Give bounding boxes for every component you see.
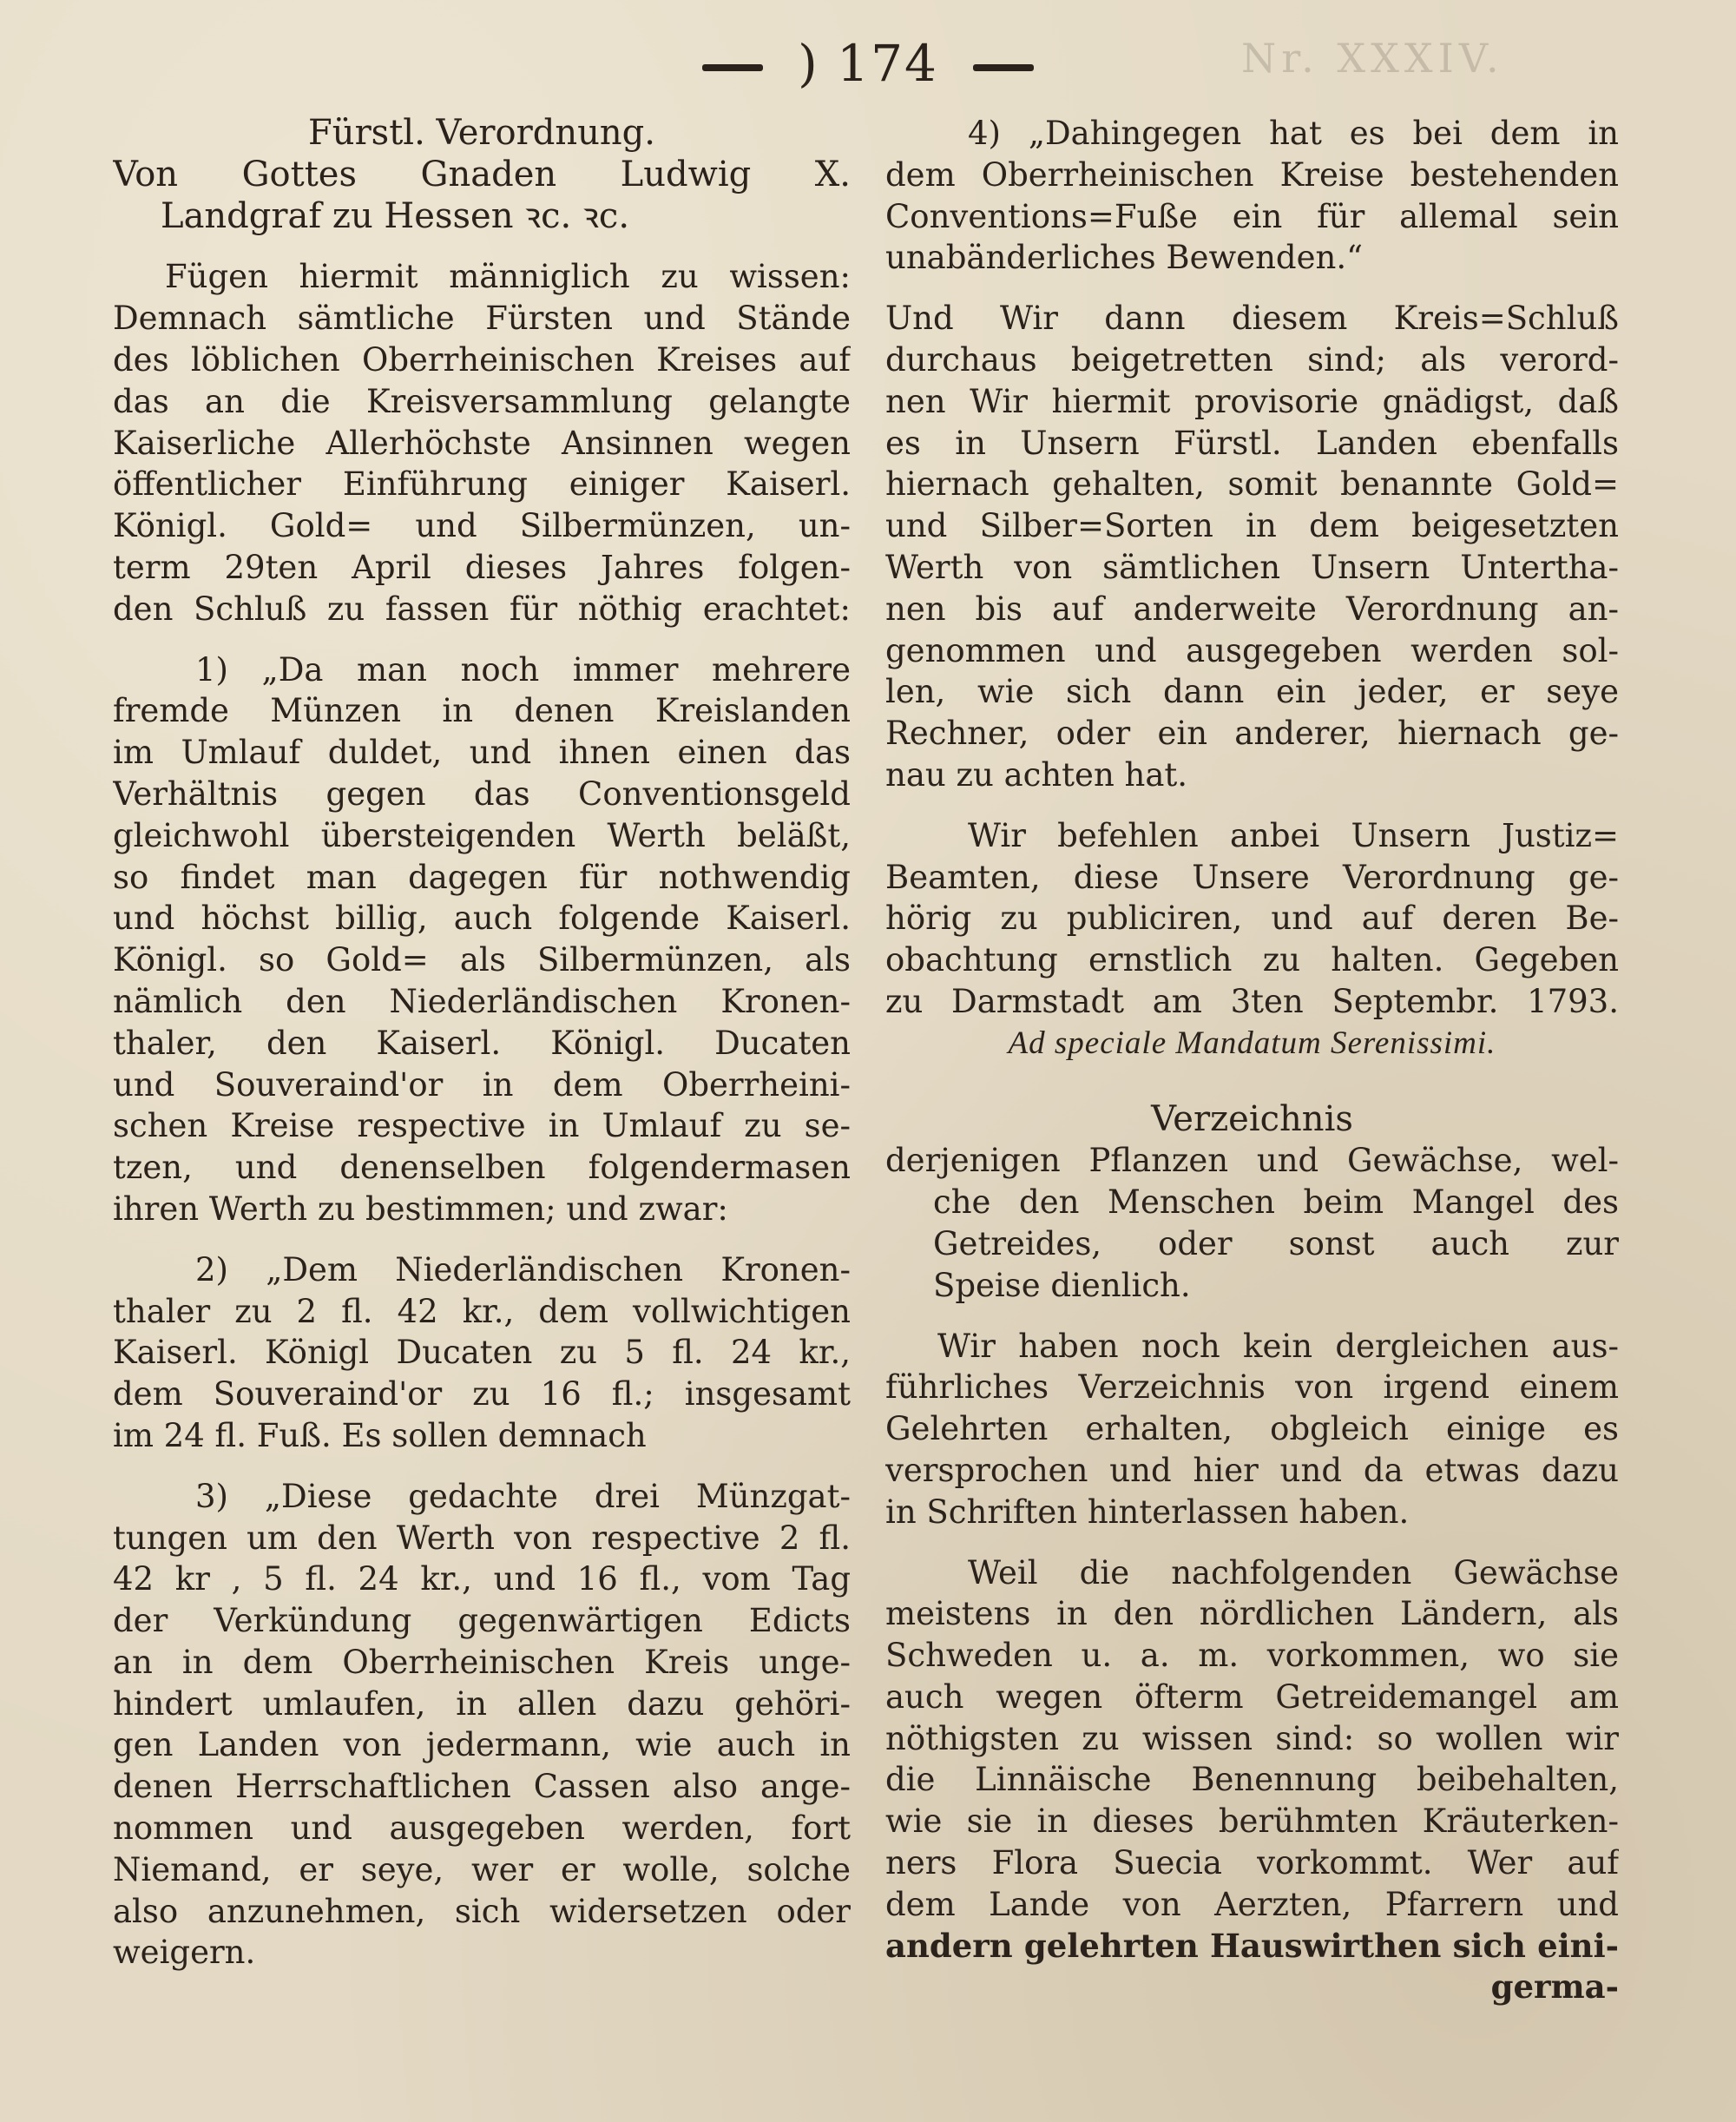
left-text-line: des löblichen Oberrheinischen Kreises auf xyxy=(113,340,851,379)
left-text-line: denen Herrschaftlichen Cassen also ange- xyxy=(113,1768,851,1806)
left-text-line: Niemand, er seye, wer er wolle, solche xyxy=(113,1850,851,1888)
right-text-line: Speise dienlich. xyxy=(933,1266,1191,1304)
right-text-line: Conventions=Fuße ein für allemal sein xyxy=(885,197,1619,235)
right-text-line: hiernach gehalten, somit benannte Gold= xyxy=(885,465,1619,504)
right-text-line: genommen und ausgegeben werden sol- xyxy=(885,631,1619,669)
right-text-line: Gelehrten erhalten, obgleich einige es xyxy=(885,1410,1619,1448)
right-text-line: nen bis auf anderweite Verordnung an- xyxy=(885,590,1619,628)
paragraph-gap xyxy=(885,1064,1619,1099)
left-text-line: Demnach sämtliche Fürsten und Stände xyxy=(113,300,851,338)
right-text-line: dem Oberrheinischen Kreise bestehenden xyxy=(885,155,1619,194)
left-text-line: Fügen hiermit männiglich zu wissen: xyxy=(165,258,851,296)
right-text-line: Beamten, diese Unsere Verordnung ge- xyxy=(885,858,1619,896)
right-text-line: wie sie in dieses berühmten Kräuterken- xyxy=(885,1802,1619,1841)
right-text-line: Werth von sämtlichen Unsern Untertha- xyxy=(885,548,1619,586)
paragraph-gap xyxy=(885,279,1619,298)
left-text-line: dem Souveraind'or zu 16 fl.; insgesamt xyxy=(113,1375,851,1414)
left-text-line: 1) „Da man noch immer mehrere xyxy=(195,650,851,689)
right-text-line: len, wie sich dann ein jeder, er seye xyxy=(885,673,1619,711)
right-text-line: meistens in den nördlichen Ländern, als xyxy=(885,1595,1619,1633)
left-text-line: tzen, und denenselben folgendermasen xyxy=(113,1149,851,1187)
right-text-line: nöthigsten zu wissen sind: so wollen wir xyxy=(885,1719,1619,1757)
right-text-line: andern gelehrten Hauswirthen sich eini- xyxy=(885,1926,1619,1965)
left-text-line: das an die Kreisversammlung gelangte xyxy=(113,382,851,420)
right-text-line: führliches Verzeichnis von irgend einem xyxy=(885,1368,1619,1407)
left-text-line: nämlich den Niederländischen Kronen- xyxy=(113,982,851,1020)
left-text-line: der Verkündung gegenwärtigen Edicts xyxy=(113,1602,851,1640)
right-text-line: zu Darmstadt am 3ten Septembr. 1793. xyxy=(885,982,1619,1020)
left-text-line: Landgraf zu Hessen ꝛc. ꝛc. xyxy=(161,195,630,236)
right-text-line: auch wegen öfterm Getreidemangel am xyxy=(885,1677,1619,1716)
right-text-line: nau zu achten hat. xyxy=(885,755,1188,794)
paragraph-gap xyxy=(113,1457,851,1476)
bleed-through-running-head: Nr. XXXIV. xyxy=(1241,35,1504,82)
right-text-line: germa- xyxy=(1490,1967,1619,2007)
right-text-line: versprochen und hier und da etwas dazu xyxy=(885,1451,1619,1489)
header-dash-left xyxy=(702,64,763,71)
paragraph-gap xyxy=(113,237,851,256)
right-text-line: Getreides, oder sonst auch zur xyxy=(933,1224,1619,1262)
left-text-line: und höchst billig, auch folgende Kaiserl. xyxy=(113,900,851,938)
right-text-line: 4) „Dahingegen hat es bei dem in xyxy=(968,115,1619,152)
left-text-line: 3) „Diese gedachte drei Münzgat- xyxy=(195,1477,851,1515)
left-text-line: tungen um den Werth von respective 2 fl. xyxy=(113,1519,851,1557)
left-text-line: Kaiserliche Allerhöchste Ansinnen wegen xyxy=(113,424,851,462)
paragraph-gap xyxy=(113,1230,851,1249)
right-text-line: Weil die nachfolgenden Gewächse xyxy=(968,1553,1619,1592)
page-number: 174 xyxy=(837,34,938,93)
left-text-line: schen Kreise respective in Umlauf zu se- xyxy=(113,1107,851,1145)
right-text-line: durchaus beigetretten sind; als verord- xyxy=(885,340,1619,379)
left-text-line: Königl. Gold= und Silbermünzen, un- xyxy=(113,507,851,545)
header-bracket: ) xyxy=(798,34,819,93)
left-text-line: thaler zu 2 fl. 42 kr., dem vollwichtigen xyxy=(113,1292,851,1330)
right-text-line: Wir befehlen anbei Unsern Justiz= xyxy=(968,816,1619,854)
left-text-line: gen Landen von jedermann, wie auch in xyxy=(113,1726,851,1764)
right-text-line: es in Unsern Fürstl. Landen ebenfalls xyxy=(885,424,1619,462)
left-text-line: Königl. so Gold= als Silbermünzen, als xyxy=(113,941,851,979)
right-text-line: die Linnäische Benennung beibehalten, xyxy=(885,1761,1619,1799)
left-text-line: thaler, den Kaiserl. Königl. Ducaten xyxy=(113,1024,851,1062)
right-text-line: che den Menschen beim Mangel des xyxy=(933,1183,1619,1222)
left-text-line: term 29ten April dieses Jahres folgen- xyxy=(113,548,851,586)
left-text-line: an in dem Oberrheinischen Kreis unge- xyxy=(113,1643,851,1681)
right-text-line: nen Wir hiermit provisorie gnädigst, daß xyxy=(885,382,1619,420)
left-text-line: Fürstl. Verordnung. xyxy=(308,113,655,153)
left-text-line: fremde Münzen in denen Kreislanden xyxy=(113,692,851,730)
left-text-line: Von Gottes Gnaden Ludwig X. xyxy=(113,154,851,194)
right-text-line: dem Lande von Aerzten, Pfarrern und xyxy=(885,1885,1619,1923)
paragraph-gap xyxy=(113,630,851,649)
left-text-line: hindert umlaufen, in allen dazu gehöri- xyxy=(113,1684,851,1723)
right-column xyxy=(885,113,1619,2008)
left-text-line: 2) „Dem Niederländischen Kronen- xyxy=(195,1250,851,1288)
right-text-line: Verzeichnis xyxy=(1151,1098,1353,1139)
right-text-line: Wir haben noch kein dergleichen aus- xyxy=(937,1327,1619,1365)
right-text-line: Rechner, oder ein anderer, hiernach ge- xyxy=(885,715,1619,753)
left-text-line: im 24 fl. Fuß. Es sollen demnach xyxy=(113,1416,647,1454)
paragraph-gap xyxy=(885,1307,1619,1326)
right-text-line: hörig zu publiciren, und auf deren Be- xyxy=(885,900,1619,938)
right-text-line: Ad speciale Mandatum Serenissimi. xyxy=(1008,1025,1496,1061)
left-text-line: weigern. xyxy=(113,1934,256,1972)
left-text-line: nommen und ausgegeben werden, fort xyxy=(113,1809,851,1848)
left-text-line: gleichwohl übersteigenden Werth beläßt, xyxy=(113,816,851,854)
left-text-line: den Schluß zu fassen für nöthig erachtet: xyxy=(113,590,851,628)
left-text-line: öffentlicher Einführung einiger Kaiserl. xyxy=(113,465,851,504)
right-text-line: derjenigen Pflanzen und Gewächse, wel- xyxy=(885,1142,1619,1180)
left-text-line: Kaiserl. Königl Ducaten zu 5 fl. 24 kr., xyxy=(113,1334,851,1372)
header-dash-right xyxy=(973,64,1034,71)
left-text-line: und Souveraind'or in dem Oberrheini- xyxy=(113,1065,851,1104)
left-text-line: also anzunehmen, sich widersetzen oder xyxy=(113,1892,851,1930)
right-text-line: Und Wir dann diesem Kreis=Schluß xyxy=(885,300,1619,338)
right-text-line: Schweden u. a. m. vorkommen, wo sie xyxy=(885,1637,1619,1675)
right-text-line: in Schriften hinterlassen haben. xyxy=(885,1493,1410,1531)
paragraph-gap xyxy=(885,796,1619,815)
left-text-line: so findet man dagegen für nothwendig xyxy=(113,858,851,896)
right-text-line: obachtung ernstlich zu halten. Gegeben xyxy=(885,941,1619,979)
left-text-line: Verhältnis gegen das Conventionsgeld xyxy=(113,774,851,813)
left-column xyxy=(113,113,851,1974)
right-text-line: unabänderliches Bewenden.“ xyxy=(885,239,1363,277)
paragraph-gap xyxy=(885,1533,1619,1552)
left-text-line: im Umlauf duldet, und ihnen einen das xyxy=(113,734,851,772)
right-text-line: und Silber=Sorten in dem beigesetzten xyxy=(885,507,1619,545)
left-text-line: ihren Werth zu bestimmen; und zwar: xyxy=(113,1190,728,1228)
left-text-line: 42 kr , 5 fl. 24 kr., und 16 fl., vom Tag xyxy=(113,1560,851,1598)
right-text-line: ners Flora Suecia vorkommt. Wer auf xyxy=(885,1844,1619,1882)
